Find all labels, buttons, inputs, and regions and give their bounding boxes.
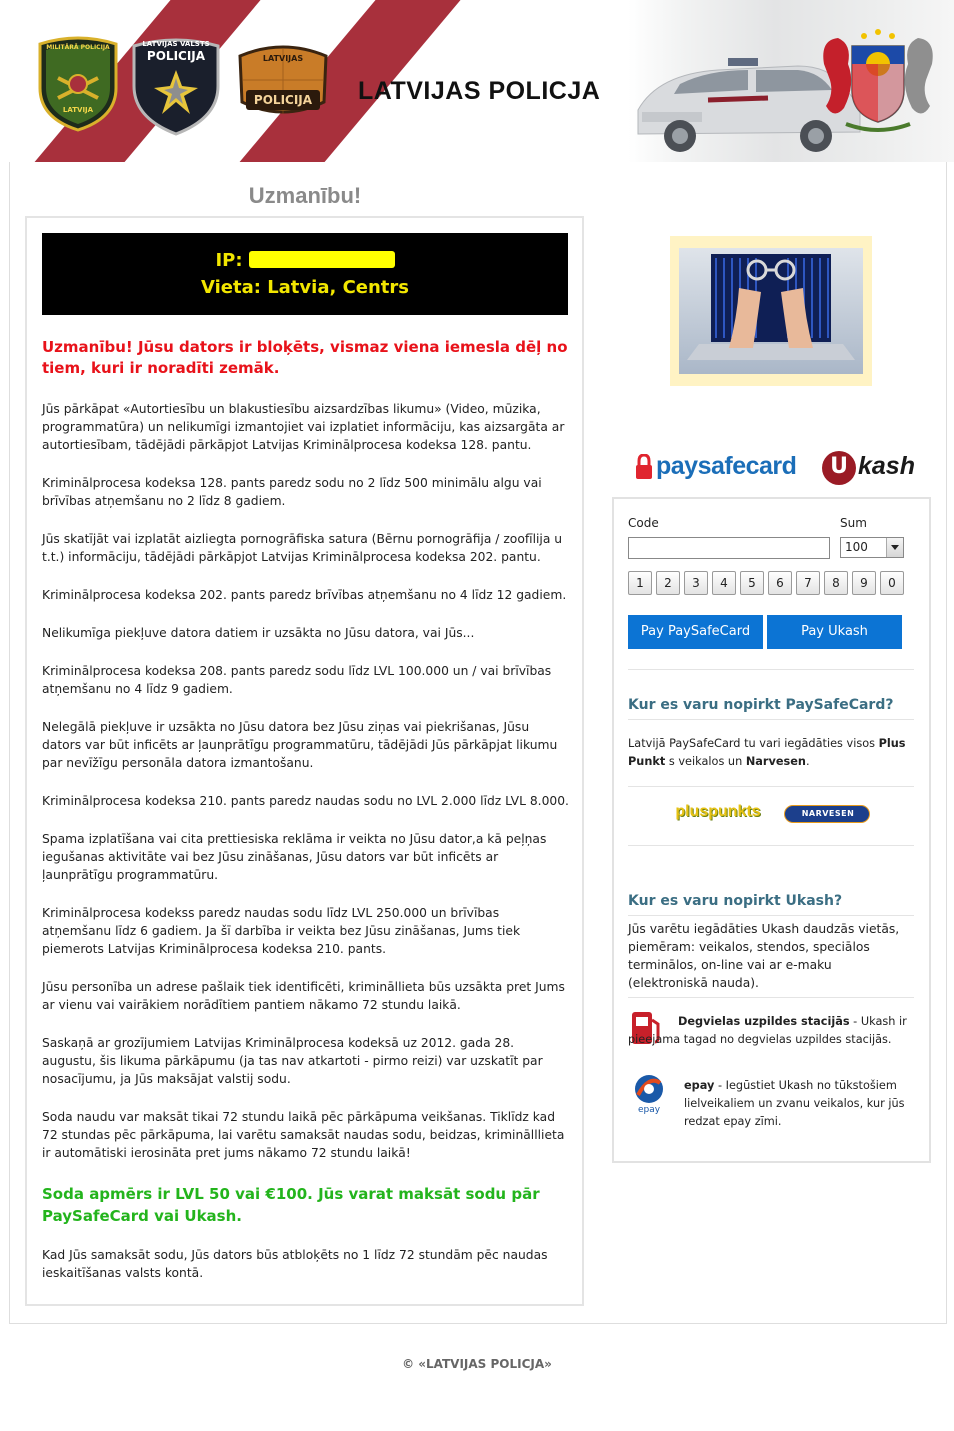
- badge-local-main: POLICIJA: [253, 93, 313, 107]
- unlock-notice: Kad Jūs samaksāt sodu, Jūs dators būs atbloķēts no 1 līdz 72 stundām pēc naudas ieskaitīšanas valsts kontā.: [42, 1248, 548, 1280]
- state-police-badge-icon: [126, 36, 226, 136]
- paysafecard-logo: paysafecard: [656, 452, 797, 480]
- code-input[interactable]: [628, 537, 830, 559]
- divider: [628, 915, 914, 916]
- legal-paragraph: Jūs pārkāpat «Autortiesību un blakustiesību aizsardzības likumu» (Video, mūzika, programmatūra) un nelikumīgi izmantojiet vai izplatiet informāciju, kas aizsargāta ar autortiesībam, tādējādi pārkāpjot Latvijas Kriminālprocesa kodeksa 128. pantu.: [42, 402, 565, 452]
- ukash-logo-text: kash: [858, 452, 915, 480]
- badge-state-top: LATVIJAS VALSTS: [142, 40, 210, 48]
- divider: [628, 997, 914, 998]
- badge-local-top: LATVIJAS: [262, 54, 304, 63]
- paysafecard-text-part: Latvijā PaySafeCard tu vari iegādāties visos: [628, 737, 879, 750]
- fine-notice: Soda apmērs ir LVL 50 vai €100. Jūs varat maksāt sodu pār PaySafeCard vai Ukash.: [42, 1185, 540, 1225]
- keypad-key-3[interactable]: 3: [684, 571, 708, 595]
- ukash-logo-u: U: [830, 454, 848, 479]
- warning-heading: Uzmanību! Jūsu dators ir bloķēts, vismaz viena iemesla dēļ no tiem, kuri ir noradīti zemāk.: [42, 338, 568, 377]
- keypad-key-2[interactable]: 2: [656, 571, 680, 595]
- epay-logo-text: epay: [637, 1105, 661, 1115]
- narvesen-name: Narvesen: [745, 755, 806, 768]
- coat-of-arms-icon: [816, 24, 940, 136]
- badge-military-top: MILITĀRĀ POLICIJA: [46, 44, 110, 51]
- page-title: Uzmanību!: [248, 183, 362, 208]
- paysafe-lock-icon: [636, 454, 652, 480]
- epay-text: [684, 1077, 916, 1131]
- legal-paragraph: Jūsu personība un adrese pašlaik tiek identificēti, krimināllieta būs uzsākta pret Jums ar vienu vai vairākiem norādītiem pantiem nākamo 72 stundu laikā.: [42, 980, 565, 1012]
- divider: [628, 786, 914, 787]
- keypad-key-0[interactable]: 0: [880, 571, 904, 595]
- keypad-key-6[interactable]: 6: [768, 571, 792, 595]
- payment-panel: [612, 497, 931, 1163]
- fuel-station-text: [628, 1013, 914, 1049]
- narvesen-logo: [784, 805, 870, 823]
- ip-redacted-value: [249, 251, 395, 268]
- legal-paragraph: Kriminālprocesa kodeksa 208. pants paredz sodu līdz LVL 100.000 un / vai brīvības atņemšanu no 4 līdz 9 gadiem.: [42, 664, 552, 696]
- fuel-station-title: Degvielas uzpildes stacijās: [678, 1015, 850, 1028]
- plus-punkt-name: Plus Punkt: [628, 737, 906, 768]
- legal-paragraph: Nelikumīga piekļuve datora datiem ir uzsākta no Jūsu datora, vai Jūs...: [42, 626, 475, 640]
- local-police-badge-icon: [236, 42, 330, 120]
- header-title: LATVIJAS POLICJA: [358, 77, 601, 105]
- ip-box: [42, 233, 568, 315]
- divider: [628, 669, 914, 670]
- location-line: Vieta: Latvia, Centrs: [200, 277, 409, 298]
- laptop-screen-image: [679, 248, 863, 374]
- divider: [628, 719, 914, 720]
- legal-paragraph: Kriminālprocesa kodeksa 128. pants paredz sodu no 2 līdz 500 minimālu algu vai brīvības atņemšanu no 2 līdz 8 gadiem.: [42, 476, 542, 508]
- keypad-key-7[interactable]: 7: [796, 571, 820, 595]
- narvesen-logo-text: NARVESEN: [801, 809, 855, 818]
- legal-paragraph: Kriminālprocesa kodeksa 202. pants paredz brīvības atņemšanu no 4 līdz 12 gadiem.: [42, 588, 567, 602]
- police-car-photo: [628, 0, 954, 162]
- code-label: Code: [628, 516, 659, 530]
- badge-state-main: POLICIJA: [146, 49, 206, 63]
- pluspunkts-logo: [667, 802, 769, 826]
- ukash-where-heading: Kur es varu nopirkt Ukash?: [628, 893, 843, 909]
- military-police-badge-icon: [36, 36, 120, 132]
- header-banner: [0, 0, 954, 162]
- paysafecard-where-heading: Kur es varu nopirkt PaySafeCard?: [628, 697, 894, 713]
- epay-logo: [630, 1073, 668, 1117]
- legal-paragraph: Kriminālprocesa kodeksa 210. pants paredz naudas sodu no LVL 2.000 līdz LVL 8.000.: [42, 794, 569, 808]
- ukash-logo-circle: [822, 451, 856, 485]
- divider: [628, 845, 914, 846]
- paysafecard-text-part: s veikalos un: [665, 755, 746, 768]
- footer-copyright: © «LATVIJAS POLICJA»: [402, 1357, 552, 1371]
- fuel-station-desc: - Ukash ir pieejama tagad no degvielas uzpildes stacijās.: [628, 1015, 907, 1046]
- legal-paragraph: Saskaņā ar grozījumiem Latvijas Kriminālprocesa kodeksā uz 2012. gada 28. augustu, šis likuma pārkāpumu (ja tas nav atkartoti - pirmo reizi) var uzskatīt par nosacījumu, ja Jūs maksājat valstij sodu.: [42, 1036, 543, 1086]
- epay-desc: - Iegūstiet Ukash no tūkstošiem lielveikaliem un zvanu veikalos, kur jūs redzat epay zīmi.: [684, 1079, 905, 1128]
- pluspunkts-logo-text: pluspunkts: [675, 803, 761, 820]
- legal-paragraph: Soda naudu var maksāt tikai 72 stundu laikā pēc pārkāpuma veikšanas. Tiklīdz kad 72 stundas pēc pārkāpuma, lai varētu samaksāt naudas sodu, beidzas, kriminālllieta ir automātiski ierosināta pret jums nākamo 72 stundu laikā!: [42, 1110, 565, 1160]
- ip-label: IP:: [215, 250, 243, 271]
- keypad-key-5[interactable]: 5: [740, 571, 764, 595]
- pay-paysafecard-button[interactable]: Pay PaySafeCard: [628, 615, 763, 649]
- badge-military-bottom: LATVIJA: [62, 106, 94, 114]
- sum-select[interactable]: [840, 537, 904, 558]
- payment-brands: [634, 448, 919, 488]
- sum-value: 100: [845, 540, 868, 554]
- keypad-key-1[interactable]: 1: [628, 571, 652, 595]
- ukash-where-text: Jūs varētu iegādāties Ukash daudzās vietās, piemēram: veikalos, stendos, speciālos terminālos, on-line vai ar e-maku (elektroniskā nauda).: [628, 922, 900, 990]
- legal-paragraph: Spama izplatīšana vai cita prettiesiska reklāma ir veikta no Jūsu dator,a kā peļņas iegušanas aktivitāte vai bez Jūsu zināšanas, Jūsu dators var būt inficēts ar ļaunprātīgu programmatūru.: [42, 832, 547, 882]
- legal-paragraph: Jūs skatījāt vai izplatāt aizliegta pornogrāfiska satura (Bērnu pornogrāfija / zoofīlija u t.t.) informāciju, tādējādi pārkāpjot Latvijas Kriminālprocesa kodeksa 202. pantu.: [42, 532, 563, 564]
- keypad-key-8[interactable]: 8: [824, 571, 848, 595]
- paysafecard-text-part: .: [805, 755, 810, 768]
- keypad-key-4[interactable]: 4: [712, 571, 736, 595]
- legal-paragraph: Kriminālprocesa kodekss paredz naudas sodu līdz LVL 250.000 un brīvības atņemšanu līdz 6 gadiem. Ja šī darbība ir veikta bez Jūsu zināšanas, Jums tiek piemerots Latvijas Kriminālprocesa kodeksa 210. pants.: [42, 906, 521, 956]
- ip-line: [42, 250, 568, 271]
- keypad-key-9[interactable]: 9: [852, 571, 876, 595]
- sum-label: Sum: [840, 516, 867, 530]
- paysafecard-where-text: [628, 735, 918, 771]
- pay-ukash-button[interactable]: Pay Ukash: [767, 615, 902, 649]
- legal-paragraph: Nelegālā piekļuve ir uzsākta no Jūsu datora bez Jūsu ziņas vai piekrišanas, Jūsu dators var būt inficēts ar ļaunprātīgu programmatūru, tādējādi Jūs pārkāpjat likumu par nevīžīgu personāla datora izmantošanu.: [42, 720, 558, 770]
- chevron-down-icon[interactable]: [886, 538, 903, 557]
- epay-title: epay: [684, 1079, 715, 1092]
